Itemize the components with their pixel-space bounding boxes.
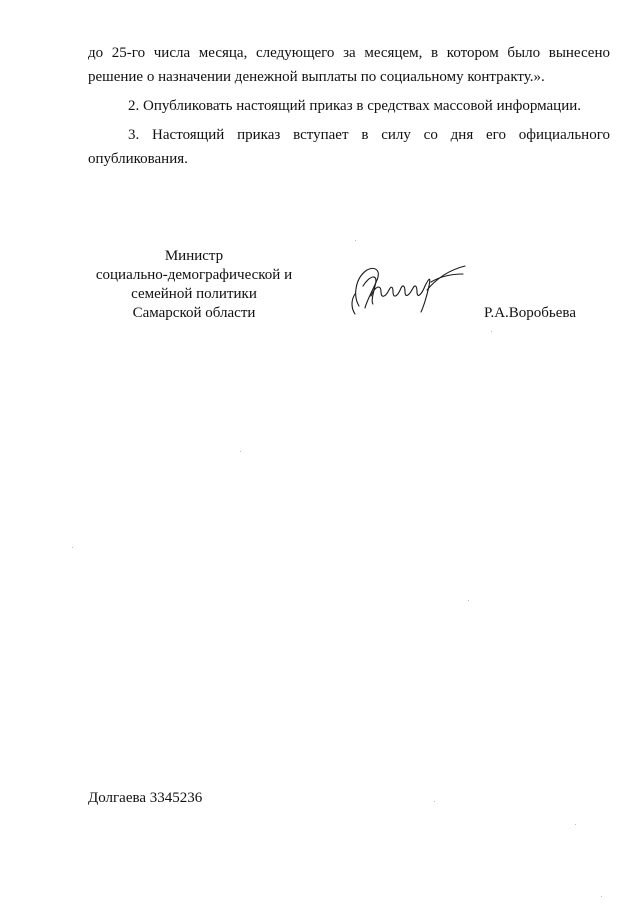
handwritten-signature [345,256,475,318]
signatory-name: Р.А.Воробьева [484,305,576,321]
signatory-title-line: семейной политики [131,286,257,302]
signatory-title [88,247,300,323]
signatory-title-line: Министр [164,248,224,264]
paragraph-3-line-1: 3. Настоящий приказ вступает в силу со дня его официального [128,127,610,143]
scan-speck [355,240,356,241]
signatory-title-line: социально-демографической и [95,267,293,283]
scan-speck [575,824,576,825]
executor-contact: Долгаева 3345236 [88,790,203,806]
paragraph-1-line-2: решение о назначении денежной выплаты по социальному контракту.». [88,69,545,85]
signatory-title-line: Самарской области [132,305,256,321]
paragraph-2: 2. Опубликовать настоящий приказ в средствах массовой информации. [128,98,582,114]
scan-speck [491,331,492,332]
scan-speck [468,600,469,601]
paragraph-3-line-2: опубликования. [88,151,188,167]
scan-speck [240,451,241,452]
scan-speck [434,801,435,802]
scan-speck [601,896,602,897]
scan-speck [72,547,73,548]
paragraph-1-line-1: до 25-го числа месяца, следующего за месяцем, в котором было вынесено [88,45,610,61]
